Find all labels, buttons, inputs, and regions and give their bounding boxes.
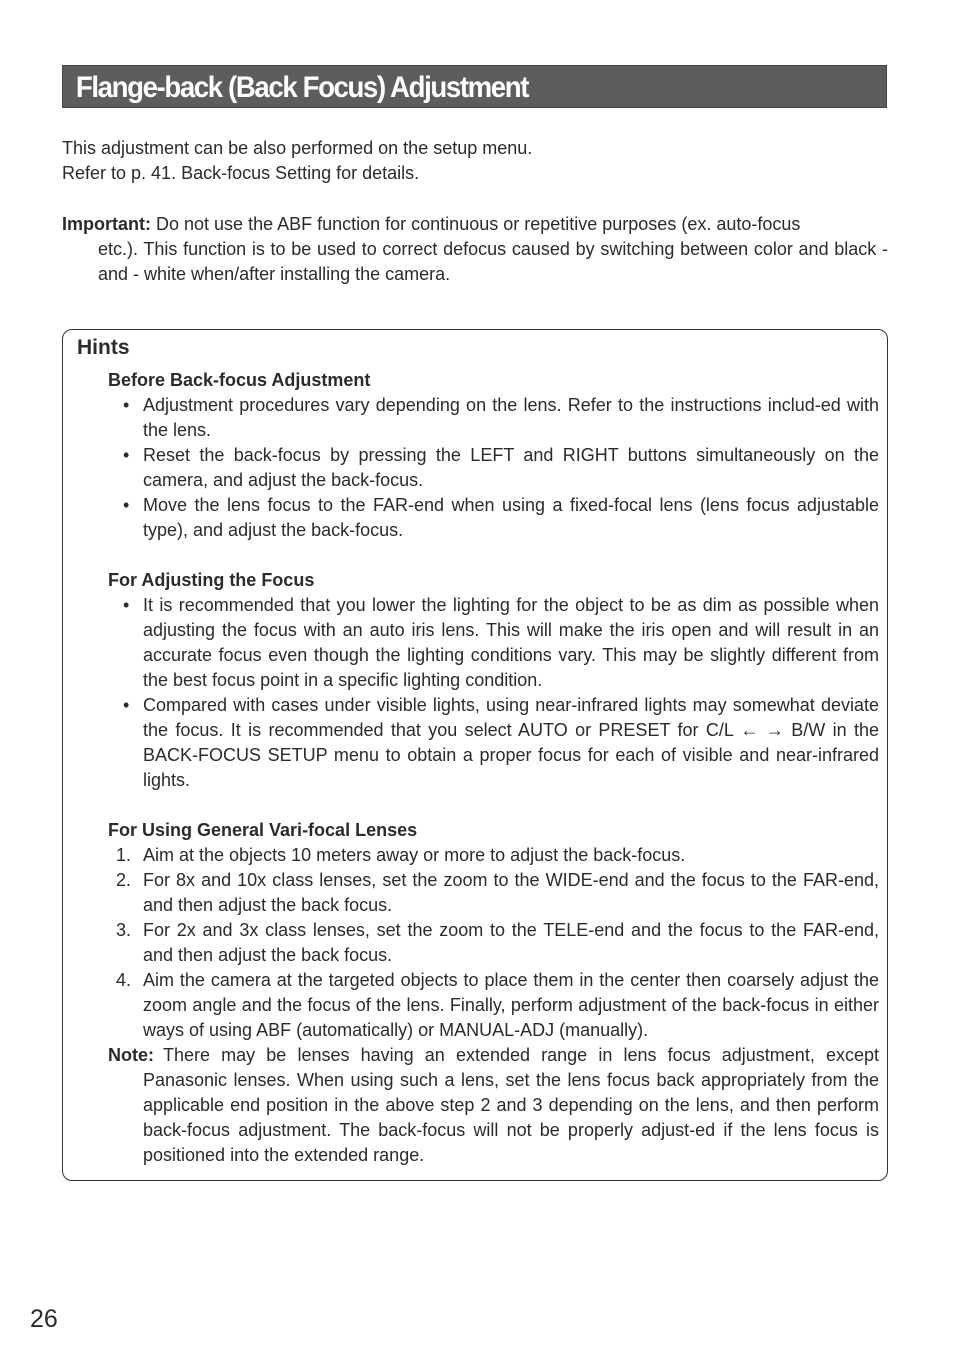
hints-box [62, 329, 888, 1181]
note-label: Note: [108, 1045, 154, 1065]
bullet-icon: • [123, 495, 130, 515]
page-title: Flange-back (Back Focus) Adjustment [75, 71, 529, 104]
list-item: 4. Aim the camera at the targeted objects to place them in the center then coarsely adjust the zoom angle and the focus of the lens. Finally, perform adjustment of the back-focus in either ways of using ABF (automatically) or MANUAL-ADJ (manually). [116, 970, 879, 1040]
bullet-icon: • [123, 595, 130, 615]
numbered-list [108, 843, 879, 1043]
intro-text [62, 136, 888, 186]
section-title-bar [62, 65, 887, 108]
intro-line: Refer to p. 41. Back-focus Setting for details. [62, 163, 420, 183]
note-text: There may be lenses having an extended range in lens focus adjustment, except Panasonic lenses. When using such a lens, set the lens focus back appropriately from the applicable end position in the above step 2 and 3 depending on the lens, and then perform back-focus adjustment. The back-focus will not be properly adjust-ed if the lens focus is positioned into the extended range. [143, 1045, 879, 1165]
list-item: • Compared with cases under visible lights, using near-infrared lights may somewhat deviate the focus. It is recommended that you select AUTO or PRESET for C/L ← → B/W in the BACK-FOCUS SETUP menu to obtain a proper focus for each of visible and near-infrared lights. [123, 695, 879, 790]
bullet-list [108, 593, 879, 793]
intro-line: This adjustment can be also performed on the setup menu. [62, 138, 533, 158]
step-number: 4. [116, 970, 132, 990]
bullet-icon: • [123, 695, 130, 715]
note-block [108, 1043, 879, 1168]
important-notice [62, 212, 888, 287]
important-text-first: Do not use the ABF function for continuous or repetitive purposes (ex. auto-focus [156, 214, 801, 234]
list-item: • Reset the back-focus by pressing the LEFT and RIGHT buttons simultaneously on the camera, and adjust the back-focus. [123, 445, 879, 490]
section-heading: Before Back-focus Adjustment [108, 370, 371, 390]
list-item: • Move the lens focus to the FAR-end when using a fixed-focal lens (lens focus adjustable type), and adjust the back-focus. [123, 495, 879, 540]
section-heading: For Adjusting the Focus [108, 570, 315, 590]
list-item: • It is recommended that you lower the lighting for the object to be as dim as possible when adjusting the focus with an auto iris lens. This will make the iris open and will result in an accurate focus even though the lighting conditions vary. This may be slightly different from the best focus point in a specific lighting condition. [123, 595, 879, 690]
section-heading: For Using General Vari-focal Lenses [108, 820, 418, 840]
important-label: Important: [62, 214, 151, 234]
bullet-list [108, 393, 879, 543]
hints-title: Hints [77, 336, 130, 359]
step-number: 2. [116, 870, 132, 890]
list-item: 3. For 2x and 3x class lenses, set the zoom to the TELE-end and the focus to the FAR-end, and then adjust the back focus. [116, 920, 879, 965]
bullet-icon: • [123, 445, 130, 465]
page-number: 26 [30, 1305, 58, 1333]
list-item: • Adjustment procedures vary depending on the lens. Refer to the instructions includ-ed with the lens. [123, 395, 879, 440]
step-number: 1. [116, 845, 132, 865]
bullet-icon: • [123, 395, 130, 415]
important-text-rest: etc.). This function is to be used to correct defocus caused by switching between color and black - and - white when/after installing the camera. [98, 239, 888, 284]
hints-content [108, 368, 879, 1168]
step-number: 3. [116, 920, 132, 940]
list-item: 1. Aim at the objects 10 meters away or more to adjust the back-focus. [108, 843, 879, 868]
list-item: 2. For 8x and 10x class lenses, set the zoom to the WIDE-end and the focus to the FAR-end, and then adjust the back focus. [116, 870, 879, 915]
